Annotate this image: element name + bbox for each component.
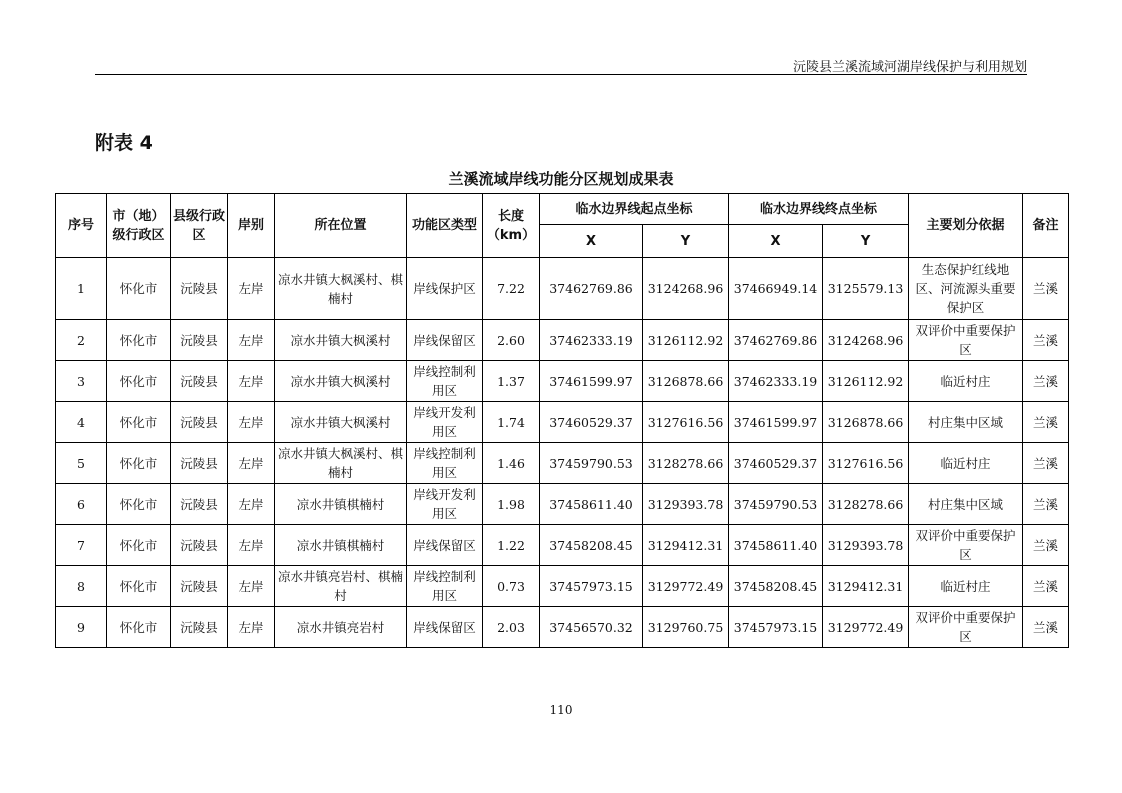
header-start-y: Y (643, 225, 729, 258)
header-divider (95, 74, 1027, 75)
cell-zone-type: 岸线保留区 (407, 607, 483, 648)
cell-city: 怀化市 (107, 566, 171, 607)
cell-start-x: 37461599.97 (540, 361, 643, 402)
cell-start-y: 3129760.75 (643, 607, 729, 648)
header-end-x: X (729, 225, 823, 258)
cell-remark: 兰溪 (1023, 361, 1069, 402)
cell-county: 沅陵县 (171, 361, 228, 402)
cell-city: 怀化市 (107, 361, 171, 402)
cell-end-x: 37462769.86 (729, 320, 823, 361)
cell-end-y: 3124268.96 (823, 320, 909, 361)
cell-seq: 9 (56, 607, 107, 648)
cell-basis: 生态保护红线地区、河流源头重要保护区 (909, 258, 1023, 320)
cell-end-y: 3127616.56 (823, 443, 909, 484)
cell-start-y: 3129393.78 (643, 484, 729, 525)
cell-length: 7.22 (483, 258, 540, 320)
cell-location: 凉水井镇棋楠村 (275, 525, 407, 566)
cell-start-y: 3124268.96 (643, 258, 729, 320)
cell-county: 沅陵县 (171, 484, 228, 525)
cell-start-y: 3126878.66 (643, 361, 729, 402)
cell-end-y: 3125579.13 (823, 258, 909, 320)
cell-start-x: 37462333.19 (540, 320, 643, 361)
cell-location: 凉水井镇大枫溪村、棋楠村 (275, 258, 407, 320)
cell-remark: 兰溪 (1023, 258, 1069, 320)
table-row (56, 484, 1069, 525)
cell-end-x: 37460529.37 (729, 443, 823, 484)
page-number: 110 (549, 703, 573, 717)
cell-start-x: 37459790.53 (540, 443, 643, 484)
cell-bank: 左岸 (228, 320, 275, 361)
cell-county: 沅陵县 (171, 258, 228, 320)
header-location: 所在位置 (275, 194, 407, 258)
cell-zone-type: 岸线开发利用区 (407, 402, 483, 443)
cell-seq: 8 (56, 566, 107, 607)
cell-end-x: 37466949.14 (729, 258, 823, 320)
cell-zone-type: 岸线开发利用区 (407, 484, 483, 525)
table-caption: 兰溪流域岸线功能分区规划成果表 (448, 170, 674, 188)
cell-seq: 3 (56, 361, 107, 402)
header-zone-type: 功能区类型 (407, 194, 483, 258)
cell-bank: 左岸 (228, 443, 275, 484)
header-bank: 岸别 (228, 194, 275, 258)
cell-length: 1.74 (483, 402, 540, 443)
table-row (56, 525, 1069, 566)
cell-start-y: 3127616.56 (643, 402, 729, 443)
cell-bank: 左岸 (228, 361, 275, 402)
cell-location: 凉水井镇大枫溪村 (275, 320, 407, 361)
cell-zone-type: 岸线保护区 (407, 258, 483, 320)
table-row (56, 320, 1069, 361)
cell-end-y: 3129412.31 (823, 566, 909, 607)
cell-start-y: 3128278.66 (643, 443, 729, 484)
cell-length: 2.60 (483, 320, 540, 361)
cell-start-x: 37457973.15 (540, 566, 643, 607)
cell-basis: 村庄集中区域 (909, 484, 1023, 525)
cell-county: 沅陵县 (171, 320, 228, 361)
cell-county: 沅陵县 (171, 443, 228, 484)
header-start-coord: 临水边界线起点坐标 (540, 194, 729, 225)
cell-end-y: 3129393.78 (823, 525, 909, 566)
cell-end-x: 37459790.53 (729, 484, 823, 525)
cell-city: 怀化市 (107, 402, 171, 443)
cell-start-y: 3129772.49 (643, 566, 729, 607)
cell-start-y: 3126112.92 (643, 320, 729, 361)
appendix-label: 附表 4 (95, 132, 153, 154)
cell-location: 凉水井镇亮岩村、棋楠村 (275, 566, 407, 607)
cell-basis: 临近村庄 (909, 361, 1023, 402)
cell-seq: 5 (56, 443, 107, 484)
cell-seq: 1 (56, 258, 107, 320)
cell-end-x: 37461599.97 (729, 402, 823, 443)
cell-start-x: 37456570.32 (540, 607, 643, 648)
cell-remark: 兰溪 (1023, 443, 1069, 484)
table-row (56, 443, 1069, 484)
header-county: 县级行政区 (171, 194, 228, 258)
cell-basis: 双评价中重要保护区 (909, 607, 1023, 648)
table-row (56, 402, 1069, 443)
cell-length: 1.22 (483, 525, 540, 566)
cell-zone-type: 岸线控制利用区 (407, 566, 483, 607)
document-header-title: 沅陵县兰溪流域河湖岸线保护与利用规划 (792, 60, 1027, 75)
cell-start-x: 37460529.37 (540, 402, 643, 443)
header-end-y: Y (823, 225, 909, 258)
cell-bank: 左岸 (228, 402, 275, 443)
cell-city: 怀化市 (107, 484, 171, 525)
cell-end-y: 3126878.66 (823, 402, 909, 443)
cell-basis: 临近村庄 (909, 566, 1023, 607)
cell-end-x: 37457973.15 (729, 607, 823, 648)
header-seq: 序号 (56, 194, 107, 258)
cell-bank: 左岸 (228, 525, 275, 566)
cell-zone-type: 岸线保留区 (407, 320, 483, 361)
cell-remark: 兰溪 (1023, 484, 1069, 525)
cell-seq: 7 (56, 525, 107, 566)
cell-location: 凉水井镇大枫溪村、棋楠村 (275, 443, 407, 484)
cell-seq: 6 (56, 484, 107, 525)
cell-end-y: 3126112.92 (823, 361, 909, 402)
cell-length: 2.03 (483, 607, 540, 648)
cell-basis: 双评价中重要保护区 (909, 320, 1023, 361)
table-header-row (56, 194, 1069, 225)
cell-remark: 兰溪 (1023, 525, 1069, 566)
cell-start-x: 37458611.40 (540, 484, 643, 525)
cell-zone-type: 岸线控制利用区 (407, 443, 483, 484)
table-row (56, 566, 1069, 607)
table-row (56, 361, 1069, 402)
cell-length: 1.37 (483, 361, 540, 402)
cell-zone-type: 岸线保留区 (407, 525, 483, 566)
cell-seq: 2 (56, 320, 107, 361)
zoning-results-table (55, 193, 1069, 648)
cell-seq: 4 (56, 402, 107, 443)
header-length: 长度（km） (483, 194, 540, 258)
cell-bank: 左岸 (228, 484, 275, 525)
cell-remark: 兰溪 (1023, 320, 1069, 361)
cell-remark: 兰溪 (1023, 402, 1069, 443)
header-end-coord: 临水边界线终点坐标 (729, 194, 909, 225)
cell-county: 沅陵县 (171, 525, 228, 566)
cell-city: 怀化市 (107, 607, 171, 648)
cell-zone-type: 岸线控制利用区 (407, 361, 483, 402)
cell-end-y: 3128278.66 (823, 484, 909, 525)
cell-end-x: 37462333.19 (729, 361, 823, 402)
header-start-x: X (540, 225, 643, 258)
cell-end-x: 37458208.45 (729, 566, 823, 607)
cell-start-x: 37458208.45 (540, 525, 643, 566)
cell-county: 沅陵县 (171, 402, 228, 443)
cell-location: 凉水井镇大枫溪村 (275, 361, 407, 402)
cell-county: 沅陵县 (171, 607, 228, 648)
cell-end-y: 3129772.49 (823, 607, 909, 648)
cell-start-y: 3129412.31 (643, 525, 729, 566)
header-basis: 主要划分依据 (909, 194, 1023, 258)
cell-location: 凉水井镇亮岩村 (275, 607, 407, 648)
cell-start-x: 37462769.86 (540, 258, 643, 320)
cell-city: 怀化市 (107, 258, 171, 320)
cell-bank: 左岸 (228, 566, 275, 607)
cell-city: 怀化市 (107, 320, 171, 361)
cell-end-x: 37458611.40 (729, 525, 823, 566)
cell-basis: 村庄集中区域 (909, 402, 1023, 443)
table-row (56, 258, 1069, 320)
cell-length: 0.73 (483, 566, 540, 607)
cell-basis: 双评价中重要保护区 (909, 525, 1023, 566)
cell-remark: 兰溪 (1023, 566, 1069, 607)
header-city: 市（地）级行政区 (107, 194, 171, 258)
cell-basis: 临近村庄 (909, 443, 1023, 484)
cell-remark: 兰溪 (1023, 607, 1069, 648)
header-remark: 备注 (1023, 194, 1069, 258)
cell-length: 1.98 (483, 484, 540, 525)
cell-county: 沅陵县 (171, 566, 228, 607)
cell-city: 怀化市 (107, 525, 171, 566)
cell-length: 1.46 (483, 443, 540, 484)
cell-location: 凉水井镇大枫溪村 (275, 402, 407, 443)
cell-city: 怀化市 (107, 443, 171, 484)
cell-location: 凉水井镇棋楠村 (275, 484, 407, 525)
table-body (56, 258, 1069, 648)
cell-bank: 左岸 (228, 607, 275, 648)
cell-bank: 左岸 (228, 258, 275, 320)
table-row (56, 607, 1069, 648)
